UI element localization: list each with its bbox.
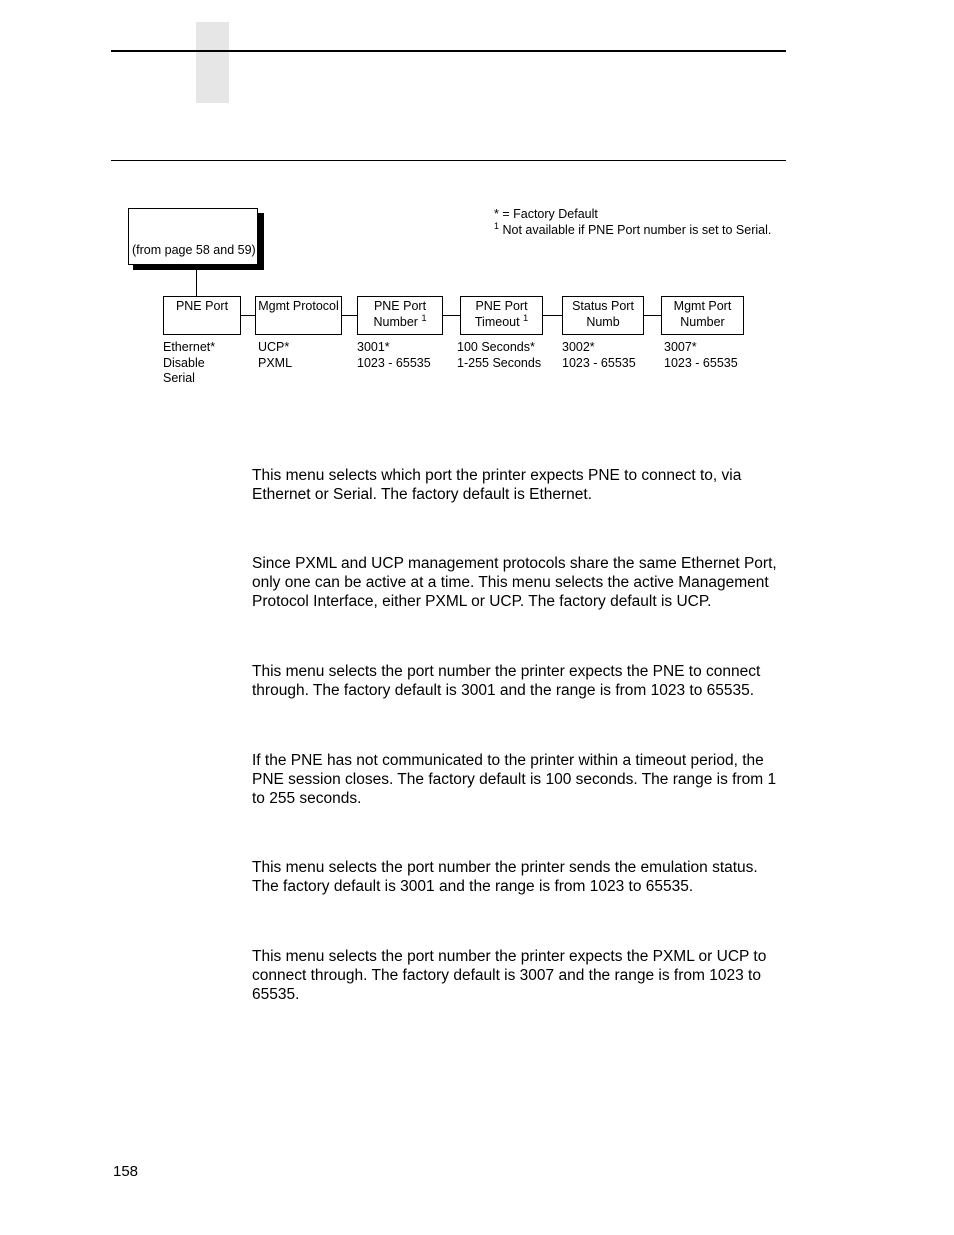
menu-box-status-port-numb	[562, 296, 644, 335]
source-box-label: (from page 58 and 59)	[132, 243, 256, 257]
option-value: PXML	[258, 355, 293, 370]
paragraph-pne-port: This menu selects which port the printer expects PNE to connect to, via Ethernet or Serial. The factory default is Ethernet.	[252, 467, 742, 503]
connector-3	[443, 315, 460, 316]
paragraph-status-port: This menu selects the port number the printer sends the emulation status. The factory default is 3001 and the range is from 1023 to 65535.	[252, 859, 758, 895]
menu-box-label: PNE Port	[373, 299, 427, 313]
menu-box-label-2: Number	[373, 315, 418, 329]
connector-1	[241, 315, 255, 316]
option-value: 3001*	[357, 340, 390, 354]
page-number: 158	[113, 1163, 139, 1180]
header-rule	[111, 50, 786, 52]
option-value: Disable	[163, 355, 205, 370]
menu-box-label-2: Number	[680, 315, 725, 329]
paragraph-pne-port-timeout: If the PNE has not communicated to the printer within a timeout period, the PNE session closes. The factory default is 100 seconds. The range is from 1 to 255 seconds.	[252, 752, 777, 807]
menu-box-pne-port-timeout	[460, 296, 543, 335]
menu-box-label: Mgmt Protocol	[258, 299, 339, 313]
menu-box-label-2: Timeout	[474, 315, 520, 329]
option-value: 1023 - 65535	[357, 355, 431, 370]
menu-box-label: Mgmt Port	[673, 299, 732, 313]
connector-4	[543, 315, 562, 316]
menu-box-label: PNE Port	[175, 299, 229, 313]
menu-box-label: PNE Port	[475, 299, 528, 313]
option-value: 1023 - 65535	[562, 355, 636, 370]
connector-2	[342, 315, 357, 316]
footnote-marker: 1	[494, 220, 500, 231]
menu-box-pne-port-number	[357, 296, 443, 335]
footnote-note: $^1$ Not available if PNE Port number is set to Serial.	[494, 220, 772, 237]
menu-box-mgmt-port-number	[661, 296, 744, 335]
options-mgmt-protocol	[258, 340, 292, 371]
options-pne-port-number	[357, 340, 431, 371]
menu-box-pne-port	[163, 296, 241, 335]
section-rule	[111, 160, 786, 161]
option-value: 1023 - 65535	[664, 355, 738, 370]
factory-default-note: * = Factory Default	[494, 207, 598, 221]
option-value: 3007*	[664, 340, 697, 354]
chapter-tab	[196, 22, 229, 103]
options-pne-port	[163, 340, 215, 387]
option-value: 1-255 Seconds	[457, 355, 542, 370]
paragraph-mgmt-protocol: Since PXML and UCP management protocols share the same Ethernet Port, only one can be active at a time. This menu selects the active Management Protocol Interface, either PXML or UCP. The factory default is UCP.	[252, 555, 777, 610]
footnote-marker: 1	[421, 312, 427, 323]
option-value: Ethernet*	[163, 340, 216, 354]
menu-box-label-2: Numb	[586, 315, 620, 329]
menu-box-label: Status Port	[572, 299, 634, 313]
option-value: 3002*	[562, 340, 595, 354]
option-value: UCP*	[258, 340, 290, 354]
connector-5	[644, 315, 661, 316]
options-mgmt-port-number	[664, 340, 738, 371]
option-value: Serial	[163, 371, 195, 385]
option-value: 100 Seconds*	[457, 340, 535, 354]
menu-box-mgmt-protocol	[255, 296, 342, 335]
paragraph-mgmt-port: This menu selects the port number the printer expects the PXML or UCP to connect through. The factory default is 3007 and the range is from 1023 to 65535.	[252, 948, 767, 1003]
paragraph-pne-port-number: This menu selects the port number the printer expects the PNE to connect through. The factory default is 3001 and the range is from 1023 to 65535.	[252, 663, 761, 699]
options-status-port-numb	[562, 340, 636, 371]
source-connector	[196, 270, 197, 296]
options-pne-port-timeout	[457, 340, 541, 371]
footnote-marker: 1	[523, 312, 529, 323]
source-box	[128, 208, 258, 265]
